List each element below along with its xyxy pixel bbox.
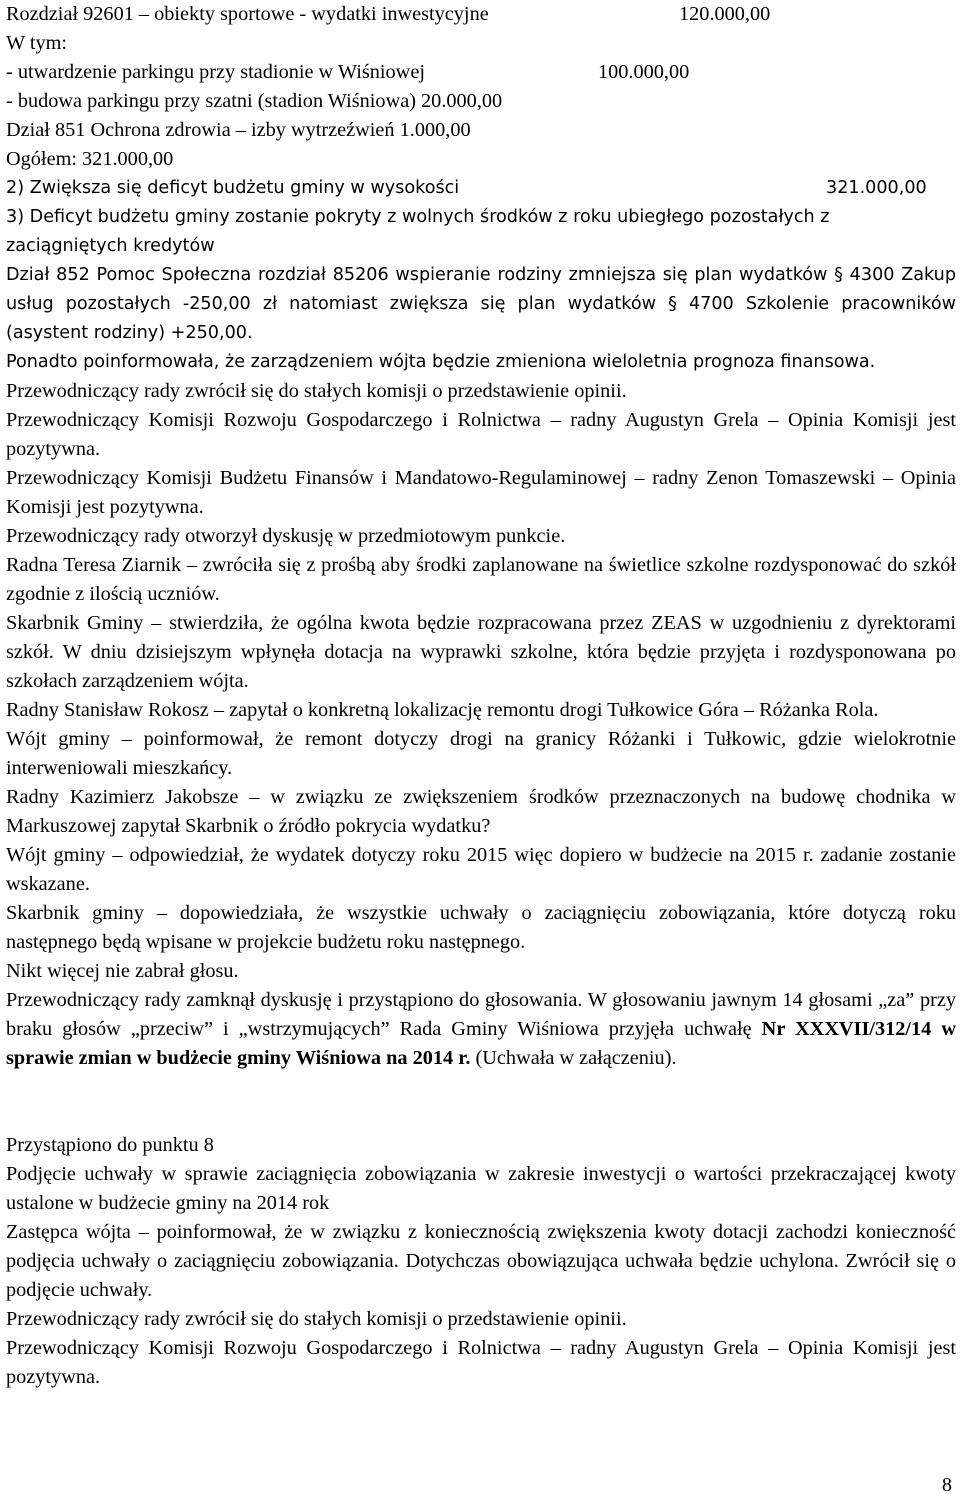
paragraph: Podjęcie uchwały w sprawie zaciągnięcia zobowiązania w zakresie inwestycji o wartości przekraczającej kwoty ustalone w budżecie gminy na 2014 rok xyxy=(6,1163,956,1214)
paragraph: Skarbnik gminy – dopowiedziała, że wszystkie uchwały o zaciągnięciu zobowiązania, które dotyczą roku następnego będą wpisane w projekcie budżetu roku następnego. xyxy=(6,902,956,953)
budget-line-text: Dział 851 Ochrona zdrowia – izby wytrzeźwień 1.000,00 xyxy=(6,119,471,141)
paragraph: Przewodniczący Komisji Rozwoju Gospodarczego i Rolnictwa – radny Augustyn Grela – Opinia Komisji jest pozytywna. xyxy=(6,409,956,460)
budget-line-text: - budowa parkingu przy szatni (stadion Wiśniowa) 20.000,00 xyxy=(6,90,503,112)
paragraph: Radny Stanisław Rokosz – zapytał o konkretną lokalizację remontu drogi Tułkowice Góra – Różanka Rola. xyxy=(6,699,879,721)
budget-line-text: - utwardzenie parkingu przy stadionie w Wiśniowej xyxy=(6,61,425,83)
paragraph: Radna Teresa Ziarnik – zwróciła się z prośbą aby środki zaplanowane na świetlice szkolne rozdysponować do szkół zgodnie z ilością uczniów. xyxy=(6,554,956,605)
paragraph: Ponadto poinformowała, że zarządzeniem wójta będzie zmieniona wieloletnia prognoza finansowa. xyxy=(6,352,876,372)
paragraph: Przewodniczący rady zwrócił się do stałych komisji o przedstawienie opinii. xyxy=(6,1308,627,1330)
paragraph: Wójt gminy – odpowiedział, że wydatek dotyczy roku 2015 więc dopiero w budżecie na 2015 r. zadanie zostanie wskazane. xyxy=(6,844,956,895)
section-spacer xyxy=(6,1073,956,1131)
budget-line xyxy=(6,145,956,174)
budget-line xyxy=(6,29,956,58)
budget-line-text: 2) Zwiększa się deficyt budżetu gminy w wysokości xyxy=(6,178,460,198)
resolution-title: Nr XXXVII/312/14 w sprawie zmian w budżecie gminy Wiśniowa na 2014 r. xyxy=(6,1018,956,1069)
budget-line-amount: 100.000,00 xyxy=(598,61,690,83)
budget-line xyxy=(6,87,956,116)
budget-line xyxy=(6,174,956,203)
vote-paragraph xyxy=(6,986,956,1073)
section-heading: Przystąpiono do punktu 8 xyxy=(6,1134,214,1156)
document-page xyxy=(6,0,956,1392)
paragraph: Radny Kazimierz Jakobsze – w związku ze zwiększeniem środków przeznaczonych na budowę chodnika w Markuszowej zapytał Skarbnik o źródło pokrycia wydatku? xyxy=(6,786,956,837)
paragraph: Przewodniczący rady otworzył dyskusję w przedmiotowym punkcie. xyxy=(6,525,566,547)
deficit-paragraph: 3) Deficyt budżetu gminy zostanie pokryty z wolnych środków z roku ubiegłego pozostałych z zaciągniętych kredytów xyxy=(6,207,830,256)
budget-line-text: Ogółem: 321.000,00 xyxy=(6,148,174,170)
paragraph: Wójt gminy – poinformował, że remont dotyczy drogi na granicy Różanki i Tułkowic, gdzie wielokrotnie interweniowali mieszkańcy. xyxy=(6,728,956,779)
paragraph: Skarbnik Gminy – stwierdziła, że ogólna kwota będzie rozpracowana przez ZEAS w uzgodnieniu z dyrektorami szkół. W dniu dzisiejszym wpłynęła dotacja na wyprawki szkolne, która będzie przyjęta i rozdysponowana po szkołach zarządzeniem wójta. xyxy=(6,612,956,692)
budget-line-amount: 120.000,00 xyxy=(679,3,771,25)
budget-line xyxy=(6,58,956,87)
vote-intro: Przewodniczący rady zamknął dyskusję i przystąpiono do głosowania. W głosowaniu jawnym 14 głosami „za” przy braku głosów „przeciw” i „wstrzymujących” Rada Gminy Wiśniowa przyjęła uchwałę xyxy=(6,989,956,1040)
paragraph: Przewodniczący Komisji Rozwoju Gospodarczego i Rolnictwa – radny Augustyn Grela – Opinia Komisji jest pozytywna. xyxy=(6,1337,956,1388)
page-number: 8 xyxy=(941,1474,952,1496)
paragraph: Nikt więcej nie zabrał głosu. xyxy=(6,960,239,982)
budget-line xyxy=(6,0,956,29)
budget-line xyxy=(6,116,956,145)
paragraph: Przewodniczący Komisji Budżetu Finansów i Mandatowo-Regulaminowej – radny Zenon Tomaszewski – Opinia Komisji jest pozytywna. xyxy=(6,467,956,518)
budget-line-text: W tym: xyxy=(6,32,68,54)
budget-line-text: Rozdział 92601 – obiekty sportowe - wydatki inwestycyjne xyxy=(6,3,489,25)
paragraph: Zastępca wójta – poinformował, że w związku z koniecznością zwiększenia kwoty dotacji zachodzi konieczność podjęcia uchwały o zaciągnięciu zobowiązania. Dotychczas obowiązująca uchwała będzie uchylona. Zwrócił się o podjęcie uchwały. xyxy=(6,1221,956,1301)
dzial-852-paragraph: Dział 852 Pomoc Społeczna rozdział 85206 wspieranie rodziny zmniejsza się plan wydatków § 4300 Zakup usług pozostałych -250,00 zł natomiast zwiększa się plan wydatków § 4700 Szkolenie pracowników (asystent rodziny) +250,00. xyxy=(6,265,956,343)
vote-outro: (Uchwała w załączeniu). xyxy=(470,1047,677,1069)
budget-line-amount: 321.000,00 xyxy=(826,178,927,198)
paragraph: Przewodniczący rady zwrócił się do stałych komisji o przedstawienie opinii. xyxy=(6,380,627,402)
